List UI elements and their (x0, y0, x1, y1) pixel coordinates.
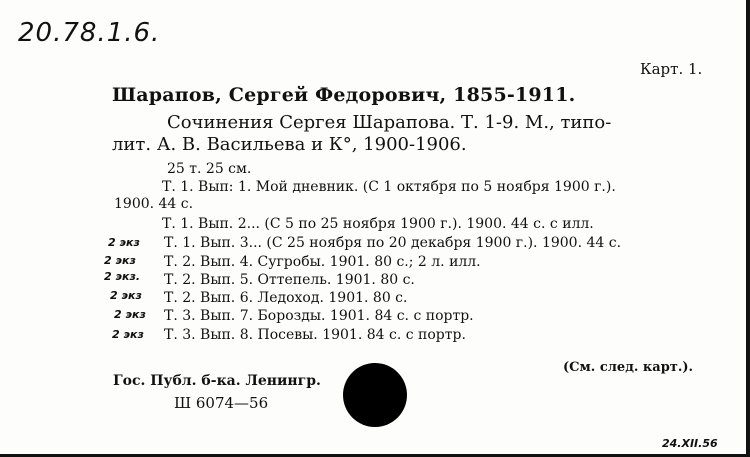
author-heading: Шарапов, Сергей Федорович, 1855-1911. (112, 84, 576, 106)
imprint-line: лит. А. В. Васильева и К°, 1900-1906. (112, 134, 467, 155)
copies-annotation: 2 экз. (104, 270, 141, 283)
copies-annotation: 2 экз (114, 308, 146, 321)
entry-vol1-issue1-cont: 1900. 44 с. (114, 196, 194, 212)
shelfmark: Ш 6074—56 (174, 394, 269, 412)
copies-annotation: 2 экз (108, 236, 140, 249)
entry-vol2-issue4: Т. 2. Вып. 4. Сугробы. 1901. 80 с.; 2 л. илл. (164, 254, 481, 270)
entry-vol2-issue6: Т. 2. Вып. 6. Ледоход. 1901. 80 с. (164, 290, 408, 306)
copies-annotation: 2 экз (110, 289, 142, 302)
entry-vol1-issue1: Т. 1. Вып: 1. Мой дневник. (С 1 октября по 5 ноября 1900 г.). (162, 179, 616, 195)
call-number: 20.78.1.6. (18, 18, 161, 48)
copies-annotation: 2 экз (104, 254, 136, 267)
title-line: Сочинения Сергея Шарапова. Т. 1-9. М., типо- (167, 112, 612, 133)
entry-vol2-issue5: Т. 2. Вып. 5. Оттепель. 1901. 80 с. (164, 272, 415, 288)
entry-extent: 25 т. 25 см. (167, 161, 252, 177)
entry-vol1-issue2: Т. 1. Вып. 2... (С 5 по 25 ноября 1900 г.). 1900. 44 с. с илл. (162, 216, 594, 232)
entry-vol1-issue3: Т. 1. Вып. 3... (С 25 ноября по 20 декабря 1900 г.). 1900. 44 с. (164, 235, 622, 251)
card-edge-right (746, 0, 750, 457)
copies-annotation: 2 экз (112, 328, 144, 341)
card-number: Карт. 1. (640, 60, 703, 78)
date-stamp: 24.XII.56 (662, 437, 718, 450)
entry-vol3-issue8: Т. 3. Вып. 8. Посевы. 1901. 84 с. с портр. (164, 327, 466, 343)
see-next-card: (См. след. карт.). (563, 360, 694, 375)
library-name: Гос. Публ. б-ка. Ленингр. (113, 373, 321, 389)
entry-vol3-issue7: Т. 3. Вып. 7. Борозды. 1901. 84 с. с портр. (164, 308, 474, 324)
punch-hole (343, 363, 407, 427)
